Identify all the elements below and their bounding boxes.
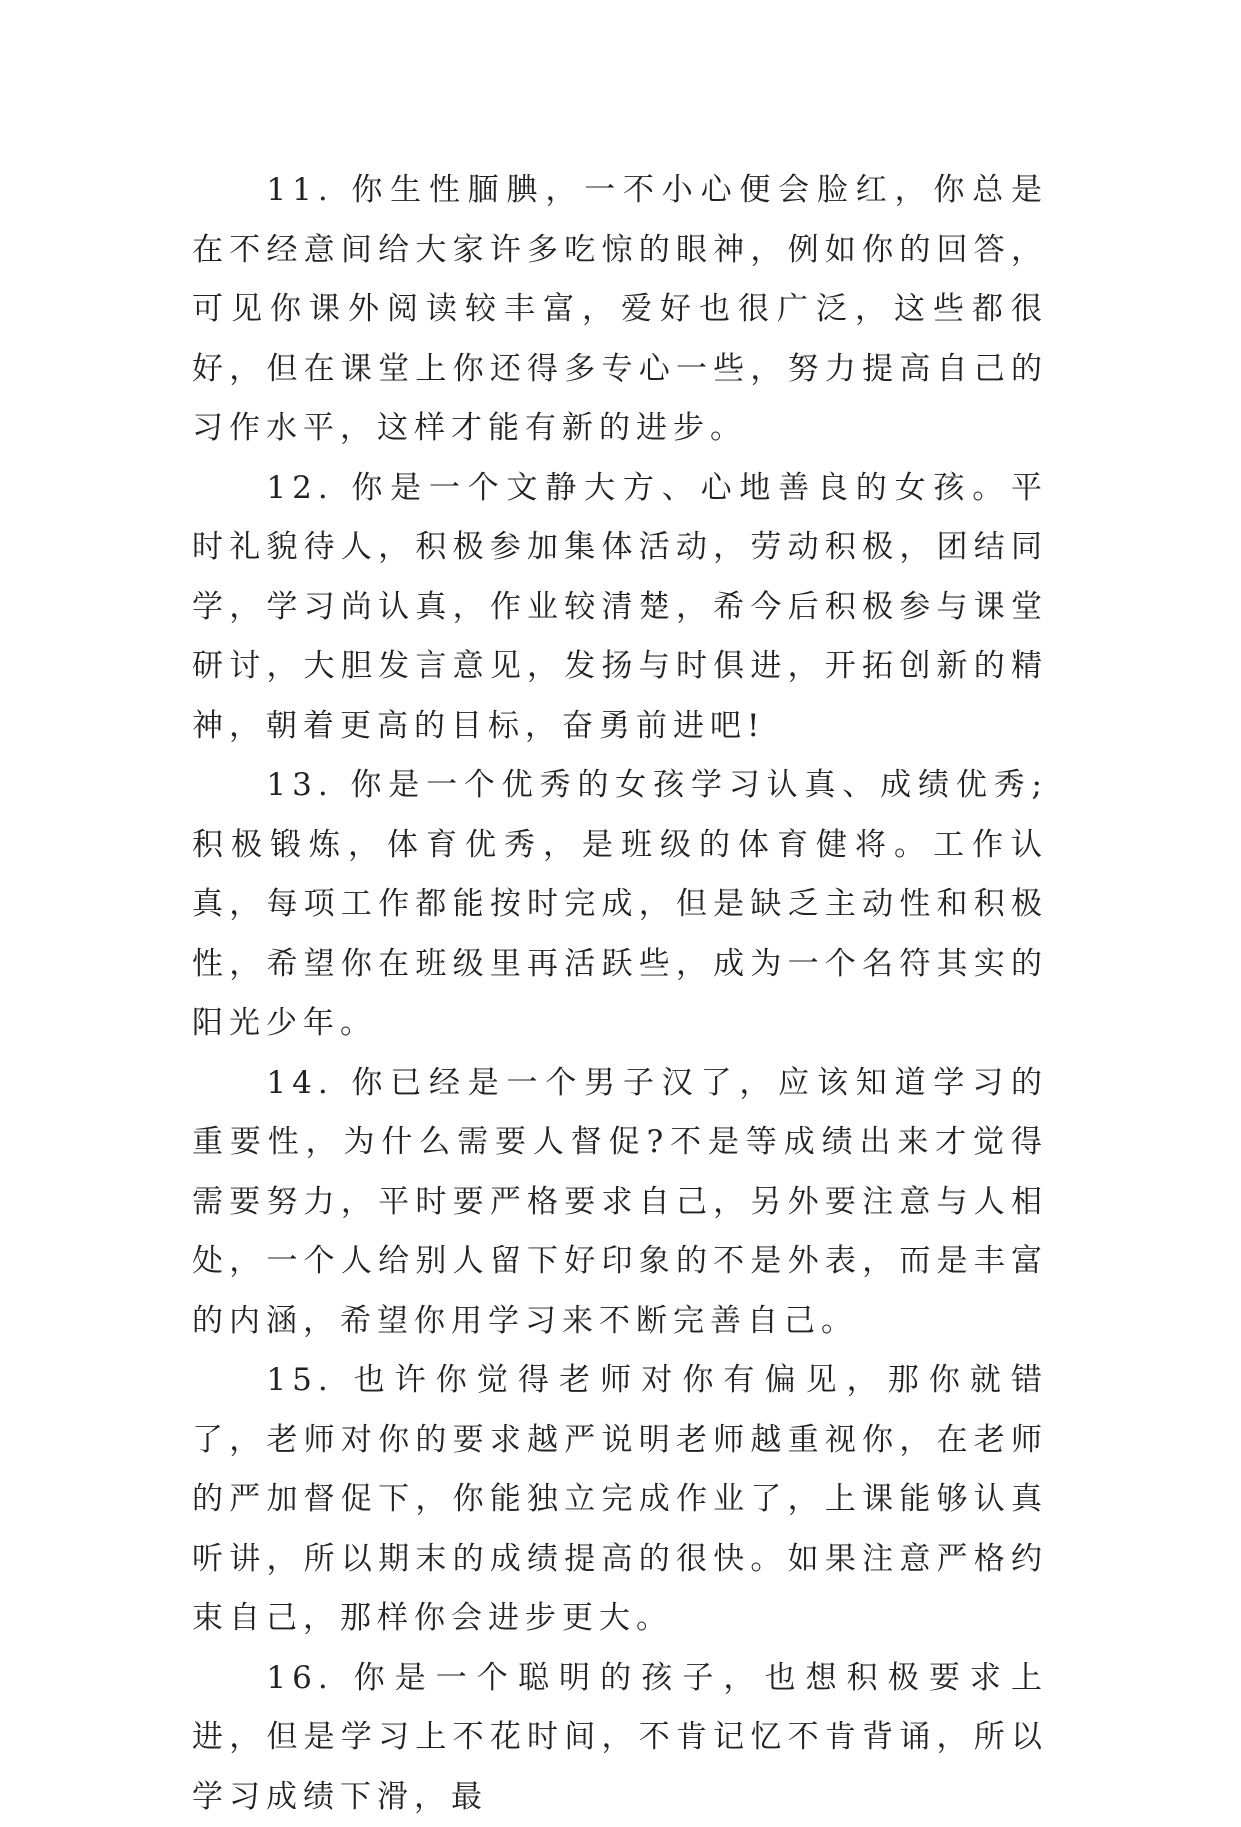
paragraph-14: 14. 你已经是一个男子汉了，应该知道学习的重要性，为什么需要人督促?不是等成绩出来才觉得需要努力，平时要严格要求自己，另外要注意与人相处，一个人给别人留下好印象的不是外表，而是丰富的内涵，希望你用学习来不断完善自己。 bbox=[192, 1054, 1048, 1352]
paragraph-11: 11. 你生性腼腆，一不小心便会脸红，你总是在不经意间给大家许多吃惊的眼神，例如你的回答，可见你课外阅读较丰富，爱好也很广泛，这些都很好，但在课堂上你还得多专心一些，努力提高自己的习作水平，这样才能有新的进步。 bbox=[192, 161, 1048, 459]
document-body bbox=[192, 161, 1048, 1827]
paragraph-16: 16. 你是一个聪明的孩子，也想积极要求上进，但是学习上不花时间，不肯记忆不肯背诵，所以学习成绩下滑，最 bbox=[192, 1649, 1048, 1827]
paragraph-15: 15. 也许你觉得老师对你有偏见，那你就错了，老师对你的要求越严说明老师越重视你，在老师的严加督促下，你能独立完成作业了，上课能够认真听讲，所以期末的成绩提高的很快。如果注意严格约束自己，那样你会进步更大。 bbox=[192, 1351, 1048, 1649]
paragraph-12: 12. 你是一个文静大方、心地善良的女孩。平时礼貌待人，积极参加集体活动，劳动积极，团结同学，学习尚认真，作业较清楚，希今后积极参与课堂研讨，大胆发言意见，发扬与时俱进，开拓创新的精神，朝着更高的目标，奋勇前进吧! bbox=[192, 459, 1048, 757]
paragraph-13: 13. 你是一个优秀的女孩学习认真、成绩优秀;积极锻炼，体育优秀，是班级的体育健将。工作认真，每项工作都能按时完成，但是缺乏主动性和积极性，希望你在班级里再活跃些，成为一个名符其实的阳光少年。 bbox=[192, 756, 1048, 1054]
